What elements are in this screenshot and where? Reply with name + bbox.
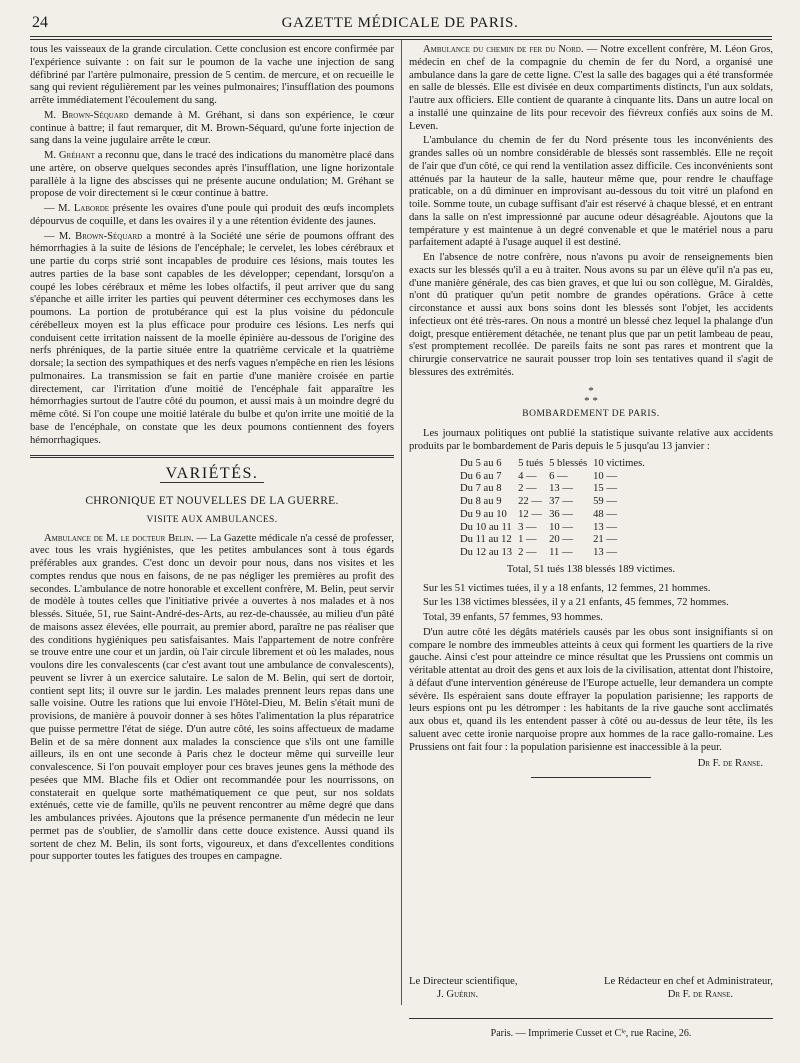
- table-cell-tues: 1 —: [518, 534, 537, 546]
- page-number: 24: [32, 14, 48, 31]
- page-header: [30, 10, 770, 36]
- table-row: [457, 534, 648, 547]
- table-cell-blesses: 5 blessés: [549, 457, 588, 469]
- paragraph: [409, 44, 773, 133]
- paragraph: Total, 39 enfants, 57 femmes, 93 hommes.: [423, 612, 603, 623]
- table-cell-victimes: 59 —: [593, 496, 617, 507]
- paragraph: En l'absence de notre confrère, nous n'avons pu avoir de renseignements bien exacts sur les blessés qu'il a eu à traiter. Nous avons su par un élève qu'il n'a pas eu, d'une manière générale, des cas bien graves, et que lui ou son collègue, M. Giraldès, n'ont dû pratiquer qu'un petit nombre de grandes opérations. Grâce à cette circonstance et aussi aux bons soins dont les blessés sont l'objet, les accidents infectieux ont été très-rares. On nous a montré un blessé chez lequel la phalange d'un doigt, presque entièrement détachée, ne tenant plus que par un petit lambeau de peau, s'est promptement recollée. De pareils faits ne sont pas rares et montrent que la chirurgie conservatrice ne saurait pousser trop loin ses tentatives quand il s'agit de blessures des extrémités.: [409, 252, 773, 378]
- table-cell-blesses: 11 —: [549, 547, 573, 558]
- speaker-name: M. Gréhant: [44, 150, 95, 161]
- table-cell-period: Du 12 au 13: [460, 547, 513, 558]
- speaker-name: M. Brown-Séquard: [44, 109, 129, 121]
- asterism-top: *: [588, 384, 594, 397]
- paragraph-text: a reconnu que, dans le tracé des indications du manomètre placé dans une artère, on observe quelques secondes après l'insufflation, une ligne horizontale parallèle à la ligne des abscisses qui ne présente aucune ondulation; M. Gréhant se propose de voir directement si le cœur continue à battre.: [30, 150, 394, 200]
- paragraph: [30, 110, 394, 148]
- table-cell-victimes: 13 —: [593, 547, 617, 558]
- table-cell-tues: 2 —: [518, 547, 537, 558]
- table-row: [457, 471, 648, 484]
- editorial-credits: [409, 975, 773, 1001]
- paragraph-text: présente les ovaires d'une poule qui produit des œufs incomplets dépourvus de coquille, et dans les ovaires il y a une rétention évidente des jaunes.: [30, 203, 394, 227]
- footer-rule: [409, 1018, 773, 1019]
- table-cell-tues: 12 —: [518, 508, 542, 520]
- table-cell-victimes: 10 victimes.: [593, 457, 645, 469]
- table-cell-victimes: 15 —: [593, 483, 617, 495]
- table-cell-victimes: 48 —: [593, 508, 617, 520]
- table-cell-victimes: 21 —: [593, 534, 617, 546]
- director-name: J. Guérin.: [437, 989, 479, 1000]
- table-cell-period: Du 6 au 7: [460, 470, 502, 482]
- speaker-name: — M. Laborde: [44, 203, 110, 214]
- table-cell-period: Du 8 au 9: [460, 496, 502, 507]
- table-cell-blesses: 37 —: [549, 496, 573, 507]
- table-cell-tues: 5 tués: [518, 457, 544, 469]
- table-row: [457, 547, 648, 560]
- table-cell-tues: 2 —: [518, 483, 537, 495]
- credits-names: [409, 988, 773, 1001]
- section-rule: [30, 455, 394, 458]
- speaker-name: — M. Brown-Séquard: [44, 230, 143, 242]
- table-cell-tues: 3 —: [518, 521, 537, 533]
- closing-rule: [531, 777, 651, 778]
- editor-name: Dr F. de Ranse.: [667, 989, 733, 1000]
- table-cell-tues: 4 —: [518, 470, 537, 482]
- header-rule: [30, 36, 772, 37]
- paragraph: [30, 203, 394, 229]
- table-cell-blesses: 10 —: [549, 521, 573, 533]
- right-column: [409, 44, 773, 786]
- article-title: BOMBARDEMENT DE PARIS.: [522, 408, 660, 419]
- table-row: [457, 496, 648, 509]
- table-cell-blesses: 6 —: [549, 470, 568, 482]
- table-row: [457, 522, 648, 535]
- article-head: Ambulance du chemin de fer du Nord.: [423, 44, 584, 55]
- table-cell-tues: 22 —: [518, 496, 542, 507]
- left-column: [30, 44, 394, 866]
- paragraph: L'ambulance du chemin de fer du Nord présente tous les inconvénients des grandes salles où un nombre considérable de blessés sont rassemblés. Elle ne reçoit de l'air que d'un côté, ce qui rend la ventilation assez difficile. Ces inconvénients sont atténués par la hauteur de la salle, hauteur même que, pour rendre le chauffage praticable, on a dû diminuer en improvisant au-dessous du toit vitré un plafond en toile. Somme toute, un cubage suffisant d'air est réservé à chaque blessé, et en entrant dans la salle on n'est impressionné par aucune odeur désagréable. Ajoutons que la température y est maintenue à un degré convenable et que le matériel nous a paru parfaitement adapté à l'usage auquel il est destiné.: [409, 135, 773, 249]
- paragraph: [30, 150, 394, 201]
- credits-roles: [409, 975, 773, 988]
- subsection-title: CHRONIQUE ET NOUVELLES DE LA GUERRE.: [85, 495, 339, 507]
- table-cell-blesses: 20 —: [549, 534, 573, 546]
- table-row: [457, 509, 648, 522]
- paragraph: Sur les 51 victimes tuées, il y a 18 enfants, 12 femmes, 21 hommes.: [423, 582, 711, 594]
- paragraph: [30, 231, 394, 448]
- table-cell-victimes: 10 —: [593, 470, 617, 482]
- paragraph: Les journaux politiques ont publié la statistique suivante relative aux accidents produits par le bombardement de Paris depuis le 5 jusqu'au 13 janvier :: [409, 428, 773, 452]
- table-total: Total, 51 tués 138 blessés 189 victimes.: [506, 563, 676, 575]
- table-row: [457, 458, 648, 471]
- table-cell-blesses: 13 —: [549, 483, 573, 495]
- paragraph: [30, 533, 394, 865]
- paragraph: tous les vaisseaux de la grande circulation. Cette conclusion est encore confirmée par l'expérience suivante : on fait sur le poumon de la vache une injection de sang défibriné par l'artère pulmonaire, pression de 5 centim. de mercure, et on recueille le sang qui revient régulièrement par les veines pulmonaires; l'insufflation des poumons arrête immédiatement l'écoulement du sang.: [30, 44, 394, 106]
- paragraph-text: — La Gazette médicale n'a cessé de professer, avec tous les vrais hygiénistes, que les petites ambulances sont à tous égards préférables aux grandes. C'est donc un devoir pour nous, dans nos visites et les comptes rendus que nous en faisons, de ne pas négliger les premières au profit des secondes. L'ambulance de notre honorable et excellent confrère, M. Belin, peut servir de modèle à toutes celles que l'initiative privée a ouvertes à nos malades et à nos blessés. Située, 51, rue Saint-André-des-Arts, au rez-de-chaussée, au milieu d'un pâté de maisons assez élevées, elle pourrait, au premier abord, paraître ne pas réaliser que des conditions hygiéniques peu satisfaisantes. Mais l'appartement de notre confrère se trouve entre une cour et un jardin, où l'air circule librement et où les malades, nous voulons dire les convalescents (car c'est avant tout une ambulance de convalescents), peuvent se livrer à un exercice salutaire. Le salon de M. Belin, qui sert de dortoir, contient sept lits; il ouvre sur le jardin. Les malades prennent leurs repas dans une salle voisine. Outre les rations que lui envoie l'Hôtel-Dieu, M. Belin s'était muni de provisions, de manière à pouvoir donner à ses hôtes l'alimentation la plus réparatrice que puisse permettre l'état de siége. D'un autre côté, les soins affectueux de madame Belin et de sa mère donnent aux malades la conscience que s'ils ont une famille ailleurs, ils en ont une seconde à Paris chez le docteur même qui surveille leur convalescence. Si l'on pouvait employer pour ces braves jeunes gens la méthode des pesées que MM. Blache fils et Odier ont recommandée pour les nourrissons, on constaterait en quelque sorte mathématiquement ce que peut, sur nos soldats exténués, cette vie de famille, qu'ils ne peuvent rencontrer au même degré que dans les ambulances privées. Ajoutons que la présence permanente d'un médecin ne leur permet pas de s'oublier, de s'amollir dans cette douce existence. Aussi quand ils sortent de chez M. Belin, ils sont forts, vigoureux, et dans d'excellentes conditions pour supporter toutes les fatigues des troupes en campagne.: [30, 532, 394, 863]
- asterism: [409, 386, 773, 406]
- table-cell-period: Du 9 au 10: [460, 508, 507, 520]
- table-cell-victimes: 13 —: [593, 521, 617, 533]
- printer-line: Paris. — Imprimerie Cusset et Cⁱᵉ, rue Racine, 26.: [490, 1028, 692, 1039]
- signature: Dr F. de Ranse.: [697, 758, 763, 770]
- paragraph-text: demande à M. Gréhant, si dans son expérience, le cœur continue à battre; il faut remarquer, dit M. Brown-Séquard, qu'une forte injection de sang dans la veine jugulaire arrête le cœur.: [30, 109, 394, 147]
- table-cell-period: Du 5 au 6: [460, 457, 502, 469]
- table-cell-period: Du 10 au 11: [460, 521, 512, 533]
- table-cell-blesses: 36 —: [549, 508, 573, 520]
- table-row: [457, 483, 648, 496]
- column-separator: [401, 40, 402, 1005]
- editor-role: Le Rédacteur en chef et Administrateur,: [603, 976, 773, 987]
- asterism-bottom: * *: [584, 394, 598, 407]
- section-title: [30, 465, 394, 483]
- paragraph: Sur les 138 victimes blessées, il y a 21 enfants, 45 femmes, 72 hommes.: [423, 597, 729, 609]
- paragraph: D'un autre côté les dégâts matériels causés par les obus sont insignifiants si on compare le nombre des immeubles atteints à ceux qui forment les quartiers de la rive gauche. Ainsi c'est pour atteindre ce mince résultat que les Prussiens ont commis un véritable attentat au droit des gens et aux lois de la civilisation, attentat dont l'histoire, à défaut d'une intervention généreuse de l'Europe actuelle, leur demandera un compte sévère. Ils espéraient sans doute effrayer la population parisienne; les rapports de leurs espions ont pu les détromper : les habitants de la rive gauche sont acclimatés aux obus et, quand ils les entendent passer à côté ou au-dessus de leur tête, ils les saluent avec cette ironie narquoise propre aux hommes de la race gallo-romaine. Les Prussiens ont fait four : la population parisienne est inaccessible à la peur.: [409, 626, 773, 753]
- subsection-subtitle: VISITE AUX AMBULANCES.: [146, 514, 278, 525]
- article-head: Ambulance de M. le docteur Belin.: [44, 532, 194, 544]
- table-cell-period: Du 7 au 8: [460, 483, 502, 495]
- section-title-text: VARIÉTÉS.: [160, 465, 265, 483]
- paragraph-text: — Notre excellent confrère, M. Léon Gros, médecin en chef de la compagnie du chemin de fer du Nord, a organisé une ambulance dans la gare de cette ligne. C'est la salle des bagages qui a été transformée en salle de blessés. Elle est divisée en deux compartiments distincts, l'un aux soldats, l'autre aux officiers. Elle contient de quarante à cinquante lits. Dans un autre local on a installé une quinzaine de lits pour recevoir des fiévreux confiés aux soins de M. Leven.: [409, 44, 773, 132]
- table-cell-period: Du 11 au 12: [460, 534, 512, 546]
- director-role: Le Directeur scientifique,: [409, 976, 518, 987]
- paragraph-text: a montré à la Société une série de poumons offrant des hémorrhagies à la suite de lésions de l'encéphale; le cervelet, les lobes cérébraux et une partie du corps strié sont incapables de produire ces lésions, mais toutes les autres parties de la base sont capables de les développer; cependant, lorsqu'on a coupé les lobes cérébraux et même les lobes olfactifs, il peut arriver que du sang s'épanche et aille irriter les parties qui peuvent déterminer ces ecchymoses dans les poumons. La portion de protubérance qui est la plus voisine du pédoncule cérébelleux moyen est la plus efficace pour produire ces lésions. Les nerfs qui conduisent cette irritation naissent de la moelle épinière au-dessous de l'origine des nerfs phréniques, de la partie située entre la quatrième cervicale et la quatrième dorsale; la section des sympathiques et des nerfs vagues n'empêche en rien les lésions pulmonaires. La transmission se fait en partie d'une manière croisée en partie directement, car l'irritation d'une moitié de l'encéphale fait apparaître les hémorrhagies surtout de l'autre côté du poumon, et aussi mais à un moindre degré du même côté. Si l'on coupe une moitié latérale du bulbe et qu'on irrite une moitié de la base de l'encéphale, on constate que les deux poumons contiennent des foyers hémorrhagiques.: [30, 230, 394, 446]
- bombardment-table: [457, 458, 648, 560]
- journal-title: GAZETTE MÉDICALE DE PARIS.: [281, 15, 519, 31]
